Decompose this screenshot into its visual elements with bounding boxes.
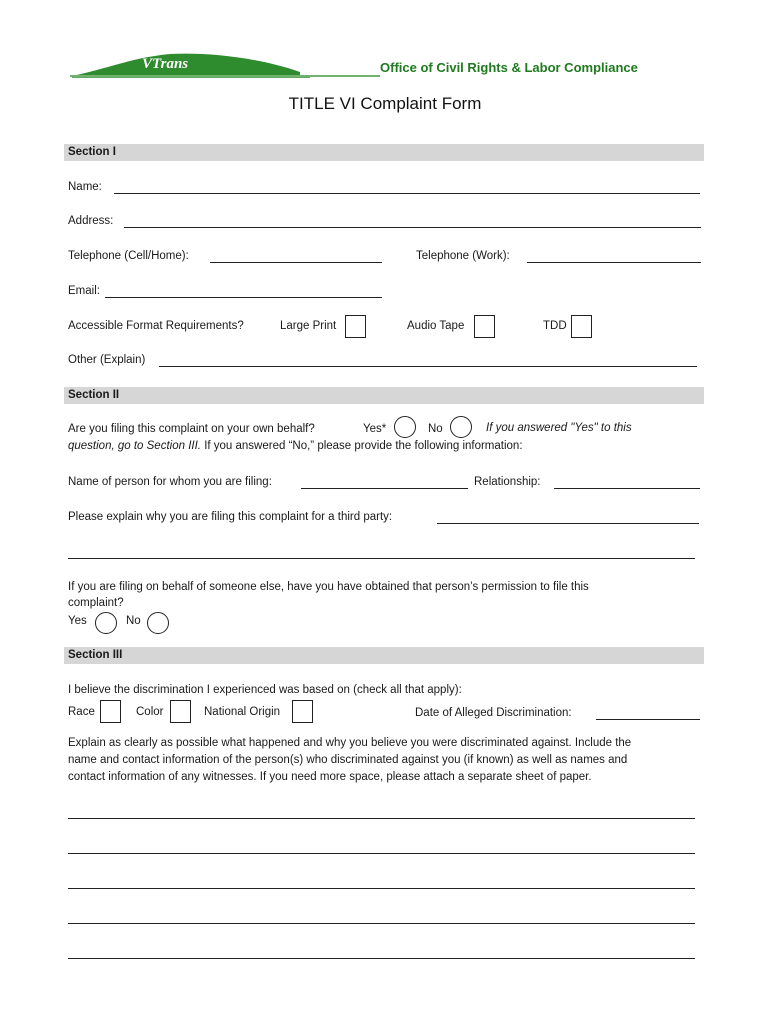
note-italic-2: question, go to Section III. xyxy=(68,440,201,452)
color-checkbox[interactable] xyxy=(170,700,191,723)
explain-third-label: Please explain why you are filing this complaint for a third party: xyxy=(68,511,393,523)
email-label: Email: xyxy=(68,285,100,297)
large-print-label: Large Print xyxy=(280,320,337,332)
audio-tape-label: Audio Tape xyxy=(407,320,465,332)
name-row xyxy=(68,181,102,193)
date-alleged-label: Date of Alleged Discrimination: xyxy=(415,707,572,719)
permission-no-radio[interactable] xyxy=(147,612,169,634)
explain-answer-line-5[interactable] xyxy=(68,958,695,959)
note-rest: If you answered “No,” please provide the following information: xyxy=(204,440,523,452)
explain-text-3: contact information of any witnesses. If you need more space, please attach a separate sheet of paper. xyxy=(68,771,592,783)
tel-home-label: Telephone (Cell/Home): xyxy=(68,250,189,262)
address-label: Address: xyxy=(68,215,114,227)
permission-yes-label: Yes xyxy=(68,615,87,627)
color-label: Color xyxy=(136,706,164,718)
believe-text: I believe the discrimination I experienced was based on (check all that apply): xyxy=(68,684,462,696)
large-print-checkbox[interactable] xyxy=(345,315,366,338)
explain-third-field[interactable] xyxy=(437,523,699,524)
tel-work-field[interactable] xyxy=(527,262,701,263)
permission-text-2: complaint? xyxy=(68,597,124,609)
explain-answer-line-3[interactable] xyxy=(68,888,695,889)
form-title: TITLE VI Complaint Form xyxy=(288,94,482,113)
explain-text-1: Explain as clearly as possible what happened and why you believe you were discriminated against. Include the xyxy=(68,737,632,749)
national-origin-label: National Origin xyxy=(204,706,281,718)
section-3-heading: Section III xyxy=(64,647,704,664)
other-label: Other (Explain) xyxy=(68,354,146,366)
permission-no-label: No xyxy=(126,615,141,627)
tdd-checkbox[interactable] xyxy=(571,315,592,338)
relationship-label: Relationship: xyxy=(474,476,541,488)
explain-answer-line-4[interactable] xyxy=(68,923,695,924)
explain-third-line-2[interactable] xyxy=(68,558,695,559)
own-behalf-question: Are you filing this complaint on your own behalf? xyxy=(68,423,315,435)
tel-work-label: Telephone (Work): xyxy=(416,250,510,262)
relationship-field[interactable] xyxy=(554,488,700,489)
address-field[interactable] xyxy=(124,227,701,228)
national-origin-checkbox[interactable] xyxy=(292,700,313,723)
race-checkbox[interactable] xyxy=(100,700,121,723)
logo-text: VTrans xyxy=(142,56,189,72)
accessible-label: Accessible Format Requirements? xyxy=(68,320,244,332)
race-label: Race xyxy=(68,706,95,718)
header-rule xyxy=(70,75,380,77)
explain-answer-line-2[interactable] xyxy=(68,853,695,854)
no-label: No xyxy=(428,423,443,435)
yes-star-label: Yes* xyxy=(363,423,387,435)
other-field[interactable] xyxy=(159,366,697,367)
explain-text-2: name and contact information of the person(s) who discriminated against you (if known) as well as names and xyxy=(68,754,628,766)
section-1-heading: Section I xyxy=(64,144,704,161)
tel-home-field[interactable] xyxy=(210,262,382,263)
name-field[interactable] xyxy=(114,193,700,194)
email-field[interactable] xyxy=(105,297,382,298)
own-behalf-no-radio[interactable] xyxy=(450,416,472,438)
audio-tape-checkbox[interactable] xyxy=(474,315,495,338)
office-name: Office of Civil Rights & Labor Compliance xyxy=(380,60,638,75)
section-2-heading: Section II xyxy=(64,387,704,404)
explain-answer-line-1[interactable] xyxy=(68,818,695,819)
date-alleged-field[interactable] xyxy=(596,719,700,720)
tdd-label: TDD xyxy=(543,320,567,332)
name-filing-field[interactable] xyxy=(301,488,468,489)
permission-text-1: If you are filing on behalf of someone else, have you have obtained that person’s permission to file this xyxy=(68,581,589,593)
name-filing-label: Name of person for whom you are filing: xyxy=(68,476,272,488)
note-italic-1: If you answered "Yes" to this xyxy=(486,422,632,434)
own-behalf-yes-radio[interactable] xyxy=(394,416,416,438)
permission-yes-radio[interactable] xyxy=(95,612,117,634)
name-label: Name: xyxy=(68,181,102,193)
